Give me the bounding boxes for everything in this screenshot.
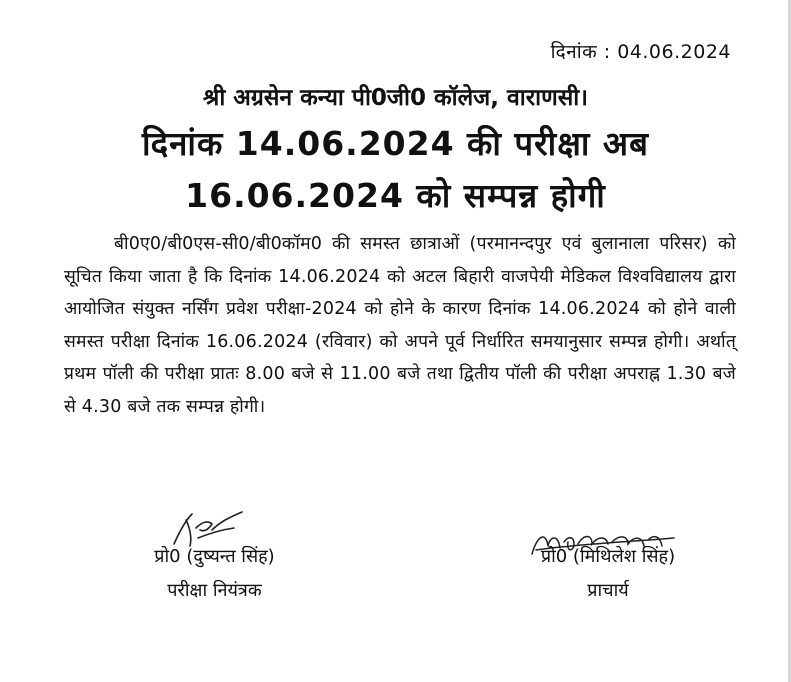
- signatory-left-designation: परीक्षा नियंत्रक: [167, 580, 262, 601]
- college-name: श्री अग्रसेन कन्या पी0जी0 कॉलेज, वाराणसी।: [203, 85, 588, 111]
- notice-date: दिनांक : 04.06.2024: [550, 41, 731, 63]
- signatory-left-name: प्रो0 (दुष्यन्त सिंह): [154, 546, 275, 567]
- headline-line-2: 16.06.2024 को सम्पन्न होगी: [185, 176, 606, 215]
- headline-line-1: दिनांक 14.06.2024 की परीक्षा अब: [142, 124, 649, 163]
- signatory-right-designation: प्राचार्य: [587, 580, 629, 601]
- signatory-right-name: प्रो0 (मिथिलेश सिंह): [540, 546, 676, 567]
- notice-body: बी0ए0/बी0एस-सी0/बी0कॉम0 की समस्त छात्राओं (परमानन्दपुर एवं बुलानाला परिसर) को सूचित किया जाता है कि दिनांक 14.06.2024 को अटल बिहारी वाजपेयी मेडिकल विश्वविद्यालय द्वारा आयोजित संयुक्त नर्सिंग प्रवेश परीक्षा-2024 को होने के कारण दिनांक 14.06.2024 को होने वाली समस्त परीक्षा दिनांक 16.06.2024 (रविवार) को अपने पूर्व निर्धारित समयानुसार सम्पन्न होगी। अर्थात् प्रथम पॉली की परीक्षा प्रातः 8.00 बजे से 11.00 बजे तथा द्वितीय पॉली की परीक्षा अपराह्न 1.30 बजे से 4.30 बजे तक सम्पन्न होगी।: [64, 234, 736, 417]
- signatory-right: [512, 540, 704, 608]
- signatory-left: [132, 540, 297, 608]
